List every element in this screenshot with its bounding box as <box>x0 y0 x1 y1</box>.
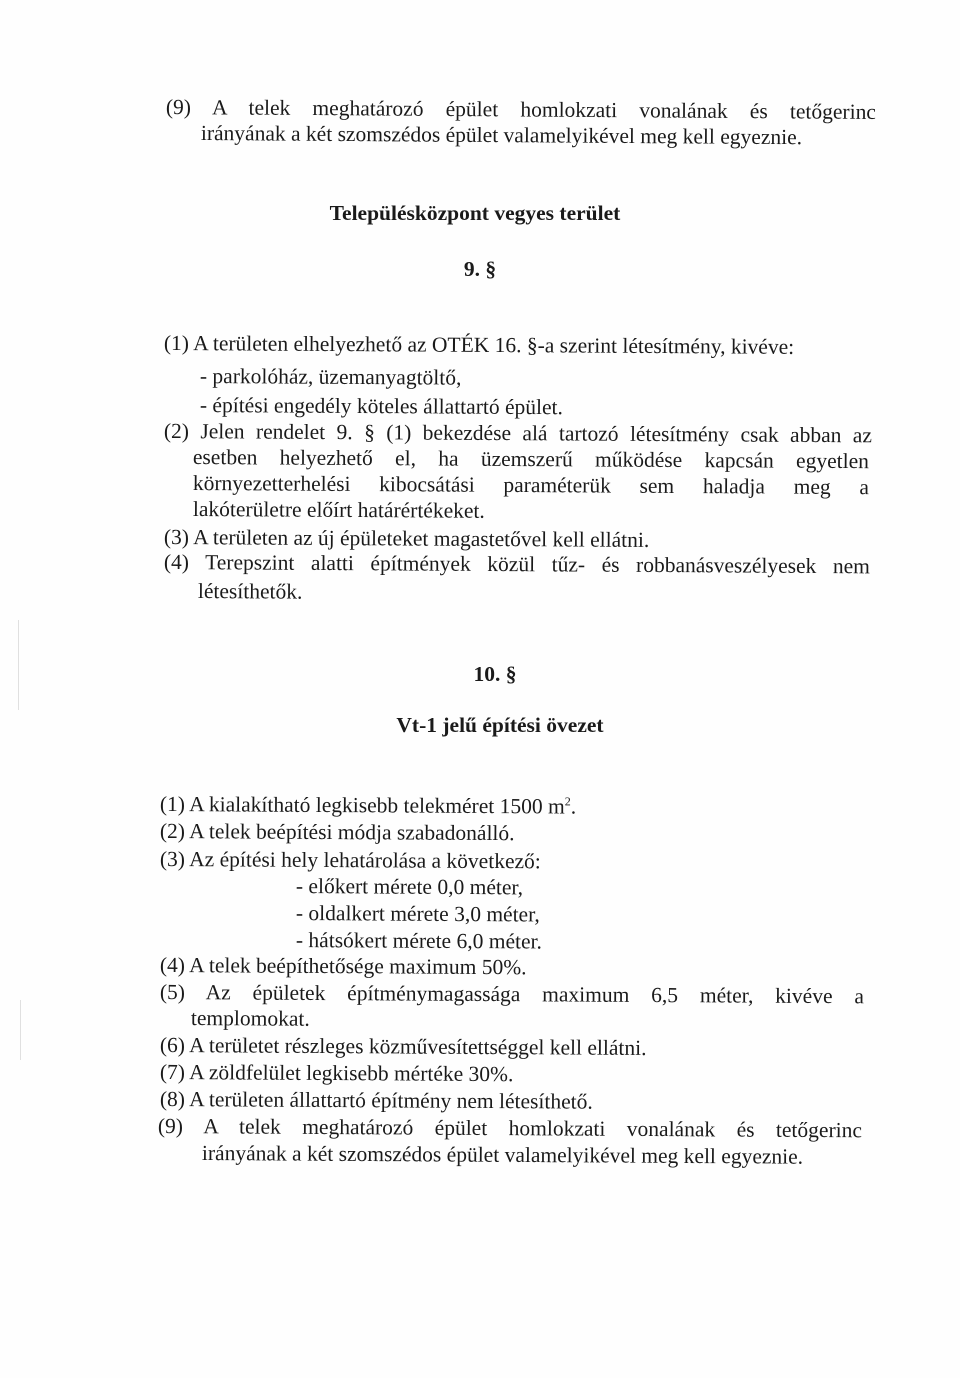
scan-edge-mark <box>18 620 19 710</box>
paragraph-line: esetben helyezhető el, ha üzemszerű működése kapcsán egyetlen <box>192 445 869 474</box>
area-unit-exponent: 2 <box>564 794 571 809</box>
list-item: - építési engedély köteles állattartó épület. <box>199 393 563 420</box>
list-item: - hátsókert mérete 6,0 méter. <box>295 928 542 954</box>
list-item: - parkolóház, üzemanyagtöltő, <box>199 364 462 390</box>
paragraph-line: irányának a két szomszédos épület valamelyikével meg kell egyeznie. <box>201 1141 804 1169</box>
paragraph-line: létesíthetők. <box>197 579 303 604</box>
paragraph-line: (9) A telek meghatározó épület homlokzati vonalának és tetőgerinc <box>157 1114 862 1143</box>
paragraph-line: (3) A területen az új épületeket magastetővel kell ellátni. <box>163 525 650 552</box>
sentence-end: . <box>570 794 577 819</box>
paragraph-line: környezetterhelési kibocsátási paraméterük sem haladja meg a <box>192 471 869 500</box>
paragraph-line: (7) A zöldfelület legkisebb mértéke 30%. <box>159 1060 514 1087</box>
section-heading: Vt-1 jelű építési övezet <box>396 713 604 737</box>
paragraph-line: (4) A telek beépíthetősége maximum 50%. <box>159 953 527 980</box>
section-number: 9. § <box>463 257 497 281</box>
paragraph-line: (4) Terepszint alatti építmények közül tűz- és robbanásveszélyesek nem <box>163 550 870 579</box>
paragraph-line: (8) A területen állattartó építmény nem létesíthető. <box>159 1087 593 1114</box>
paragraph-line: (3) Az építési hely lehatárolása a következő: <box>159 847 541 874</box>
section-number: 10. § <box>473 662 517 686</box>
paragraph-line <box>160 793 576 819</box>
section-heading: Településközpont vegyes terület <box>329 201 621 225</box>
paragraph-line: (2) Jelen rendelet 9. § (1) bekezdése alá tartozó létesítmény csak abban az <box>163 419 872 448</box>
paragraph-line: (2) A telek beépítési módja szabadonálló. <box>159 819 515 846</box>
paragraph-line: lakóterületre előírt határértékeket. <box>192 497 485 523</box>
paragraph-line: (5) Az épületek építménymagassága maximum 6,5 méter, kivéve a <box>159 980 864 1009</box>
area-text: (1) A kialakítható legkisebb telekméret 1500 m <box>159 792 565 819</box>
paragraph-line: templomokat. <box>190 1006 310 1031</box>
paragraph-line: (1) A területen elhelyezhető az OTÉK 16. §-a szerint létesítmény, kivéve: <box>163 331 795 359</box>
list-item: - oldalkert mérete 3,0 méter, <box>295 901 540 927</box>
list-item: - előkert mérete 0,0 méter, <box>295 874 524 900</box>
paragraph-line: (6) A területet részleges közművesítettséggel kell ellátni. <box>159 1033 647 1060</box>
paragraph-line: irányának a két szomszédos épület valamelyikével meg kell egyeznie. <box>200 121 803 150</box>
paragraph-line: (9) A telek meghatározó épület homlokzati vonalának és tetőgerinc <box>165 95 876 124</box>
scan-edge-mark <box>20 1000 21 1060</box>
